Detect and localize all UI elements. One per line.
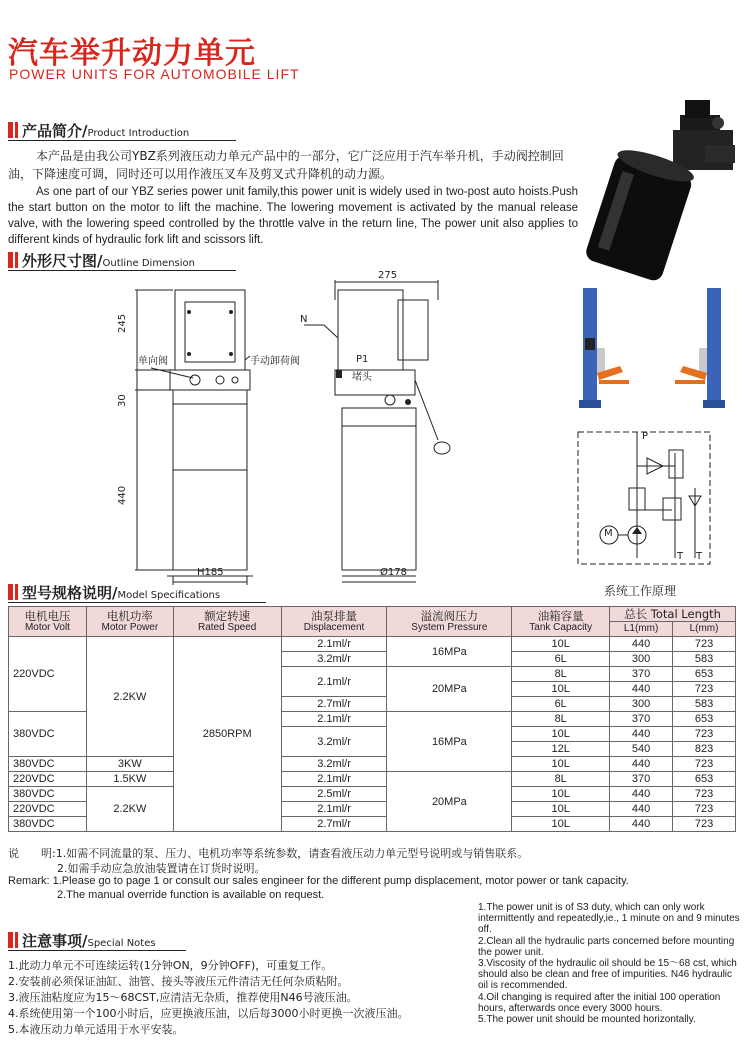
cell-l: 583: [673, 697, 736, 712]
two-post-lift-photo: [575, 288, 735, 413]
list-item: 1.The power unit is of S3 duty, which can only work intermittently and repeatedly,ie., 1 minute on and 9 minutes off.: [478, 902, 740, 936]
cell-disp: 2.7ml/r: [281, 697, 387, 712]
intro-paragraph-cn: 本产品是由我公司YBZ系列液压动力单元产品中的一部分，它广泛应用于汽车举升机，手动阀控制回油，下降速度可调，同时还可以用作液压叉车及剪叉式升降机的动力源。: [8, 149, 564, 181]
schematic-t2-label: T: [696, 551, 703, 562]
page-title-cn: 汽车举升动力单元: [8, 36, 256, 71]
list-item: 1.此动力单元不可连续运转(1分钟ON，9分钟OFF)，可重复工作。: [8, 959, 333, 972]
schematic-m-label: M: [604, 528, 613, 539]
cell-l: 723: [673, 787, 736, 802]
cell-l1: 440: [610, 787, 673, 802]
section-underline: [8, 602, 266, 603]
section-marker: [15, 252, 18, 268]
cell-volt: 380VDC: [9, 787, 87, 802]
side-view-drawing: [290, 280, 460, 590]
remark-en-label: Remark:: [8, 875, 50, 887]
cell-l: 823: [673, 742, 736, 757]
cell-tank: 10L: [512, 802, 610, 817]
cell-tank: 8L: [512, 772, 610, 787]
cell-volt: 220VDC: [9, 802, 87, 817]
cell-l1: 440: [610, 802, 673, 817]
section-notes-heading: [8, 930, 188, 950]
schematic-caption: 系统工作原理: [604, 584, 677, 598]
table-row: [9, 787, 736, 802]
table-row: [9, 637, 736, 652]
cell-power: 1.5KW: [86, 772, 173, 787]
cell-l: 583: [673, 652, 736, 667]
front-view-drawing: [105, 280, 275, 590]
section-underline: [8, 270, 236, 271]
north-mark-label: N: [300, 314, 308, 325]
cell-l: 653: [673, 712, 736, 727]
list-item: 4.系统使用第一个100小时后，应更换液压油，以后每3000小时更换一次液压油。: [8, 1007, 409, 1020]
dim-275-label: 275: [378, 270, 398, 281]
cell-l1: 370: [610, 772, 673, 787]
cell-l: 723: [673, 637, 736, 652]
page-title-en: POWER UNITS FOR AUTOMOBILE LIFT: [9, 66, 300, 82]
section-marker: [15, 584, 18, 600]
col-header-length: 总长 Total Length: [610, 607, 736, 622]
cell-volt: 380VDC: [9, 757, 87, 772]
cell-disp: 3.2ml/r: [281, 757, 387, 772]
cell-l: 723: [673, 817, 736, 832]
cell-disp: 2.5ml/r: [281, 787, 387, 802]
cell-l: 723: [673, 802, 736, 817]
dimension-heading-en: Outline Dimension: [102, 258, 195, 269]
check-valve-label: 单向阀: [138, 356, 168, 367]
remark-en: [8, 874, 743, 888]
col-header-volt: 电机电压 Motor Volt: [9, 607, 87, 637]
dim-178-label: Ø178: [380, 567, 407, 578]
table-row: [9, 757, 736, 772]
cell-pressure: 20MPa: [387, 772, 512, 832]
cell-power: 3KW: [86, 757, 173, 772]
section-intro-heading: [8, 120, 238, 140]
port-p1-label: P1: [356, 354, 369, 365]
cell-tank: 10L: [512, 787, 610, 802]
cell-disp: 2.1ml/r: [281, 772, 387, 787]
list-item: 2.安装前必须保证油缸、油管、接头等液压元件清洁无任何杂质粘附。: [8, 975, 349, 988]
cell-disp: 3.2ml/r: [281, 727, 387, 757]
cell-l1: 300: [610, 697, 673, 712]
col-header-l1: L1(mm): [610, 622, 673, 637]
cell-disp: 2.7ml/r: [281, 817, 387, 832]
col-header-l: L(mm): [673, 622, 736, 637]
cell-l1: 440: [610, 682, 673, 697]
cell-pressure: 20MPa: [387, 667, 512, 712]
cell-l: 653: [673, 772, 736, 787]
cell-tank: 8L: [512, 667, 610, 682]
cell-tank: 6L: [512, 697, 610, 712]
cell-l1: 440: [610, 727, 673, 742]
cell-disp: 2.1ml/r: [281, 637, 387, 652]
cell-l: 723: [673, 757, 736, 772]
dim-440-label: 440: [117, 485, 128, 505]
cell-tank: 10L: [512, 727, 610, 742]
section-spec-heading: [8, 582, 268, 602]
section-dimension-heading: [8, 250, 238, 270]
col-header-speed: 额定转速 Rated Speed: [173, 607, 281, 637]
notes-heading-cn: 注意事项/: [22, 932, 88, 950]
cell-l1: 540: [610, 742, 673, 757]
remark-cn-label: 说 明:: [8, 847, 56, 860]
cell-l1: 370: [610, 712, 673, 727]
notes-en-list: [478, 902, 740, 1025]
cell-disp: 3.2ml/r: [281, 652, 387, 667]
remark-cn-2: 2.如需手动应急放油装置请在订货时说明。: [57, 862, 266, 875]
cell-tank: 10L: [512, 682, 610, 697]
cell-l: 723: [673, 727, 736, 742]
section-underline: [8, 140, 236, 141]
cell-l1: 440: [610, 817, 673, 832]
remark-cn-1: 1.如需不同流量的泵、压力、电机功率等系统参数，请查看液压动力单元型号说明或与销售联系。: [55, 847, 529, 860]
schematic-t1-label: T: [677, 551, 684, 562]
cell-tank: 10L: [512, 757, 610, 772]
list-item: 5.The power unit should be mounted horizontally.: [478, 1014, 696, 1026]
col-header-pressure: 溢流阀压力 System Pressure: [387, 607, 512, 637]
cell-disp: 2.1ml/r: [281, 667, 387, 697]
cell-l: 723: [673, 682, 736, 697]
dimension-heading-cn: 外形尺寸图/: [22, 252, 103, 270]
section-marker: [8, 122, 13, 138]
cell-disp: 2.1ml/r: [281, 802, 387, 817]
spec-heading-cn: 型号规格说明/: [22, 584, 118, 602]
schematic-p-label: P: [642, 431, 649, 442]
spec-table: [8, 606, 736, 832]
manual-valve-label: 手动卸荷阀: [250, 356, 300, 367]
section-marker: [8, 932, 13, 948]
cell-tank: 10L: [512, 817, 610, 832]
cell-l: 653: [673, 667, 736, 682]
cell-volt: 220VDC: [9, 637, 87, 712]
cell-l1: 440: [610, 757, 673, 772]
cell-tank: 8L: [512, 712, 610, 727]
cell-power: 2.2KW: [86, 787, 173, 832]
col-header-tank: 油箱容量 Tank Capacity: [512, 607, 610, 637]
cell-pressure: 16MPa: [387, 637, 512, 667]
list-item: 3.液压油粘度应为15～68CST,应清洁无杂质，推荐使用N46号液压油。: [8, 991, 358, 1004]
remark-cn: [8, 846, 738, 862]
col-header-power: 电机功率 Motor Power: [86, 607, 173, 637]
power-unit-photo: [585, 95, 745, 285]
intro-heading-cn: 产品简介/: [22, 122, 88, 140]
cell-l1: 440: [610, 637, 673, 652]
notes-cn-list: [8, 958, 458, 1038]
cell-tank: 6L: [512, 652, 610, 667]
list-item: 5.本液压动力单元适用于水平安装。: [8, 1023, 184, 1036]
cell-tank: 10L: [512, 637, 610, 652]
col-header-displacement: 油泵排量 Displacement: [281, 607, 387, 637]
intro-paragraph-en: As one part of our YBZ series power unit family,this power unit is widely used in two-post auto hoists.Push the start button on the motor to lift the machine. The lowering movement is activated by the manual release valve, with the lowering speed controlled by the throttle valve in the return line, The power unit also applies to different kinds of hydraulic fork lift and scissors lift.: [8, 186, 578, 246]
cell-l1: 300: [610, 652, 673, 667]
cell-volt: 380VDC: [9, 712, 87, 757]
cell-tank: 12L: [512, 742, 610, 757]
table-row: [9, 772, 736, 787]
dim-h185-label: H185: [197, 567, 224, 578]
list-item: 2.Clean all the hydraulic parts concerned before mounting the power unit.: [478, 935, 735, 958]
section-marker: [15, 932, 18, 948]
cell-volt: 380VDC: [9, 817, 87, 832]
dim-30-label: 30: [117, 394, 128, 407]
hydraulic-schematic: [575, 428, 713, 568]
plug-label: 堵头: [352, 372, 372, 383]
cell-speed: 2850RPM: [173, 637, 281, 832]
spec-heading-en: Model Specifications: [117, 590, 221, 601]
remark-en-1: 1.Please go to page 1 or consult our sales engineer for the different pump displacement, motor power or tank capacity.: [52, 875, 629, 887]
notes-heading-en: Special Notes: [87, 938, 156, 949]
section-marker: [8, 252, 13, 268]
cell-disp: 2.1ml/r: [281, 712, 387, 727]
list-item: 3.Viscosity of the hydraulic oil should be 15～68 cst, which should also be clean and free of impurities. N46 hydraulic oil is recommended.: [478, 958, 737, 992]
list-item: 4.Oil changing is required after the initial 100 operation hours, afterwards once every 3000 hours.: [478, 991, 721, 1014]
cell-pressure: 16MPa: [387, 712, 512, 772]
intro-heading-en: Product Introduction: [87, 128, 190, 139]
dim-245-label: 245: [117, 313, 128, 333]
remark-en-2: 2.The manual override function is available on request.: [57, 889, 325, 901]
cell-power: 2.2KW: [86, 637, 173, 757]
section-marker: [15, 122, 18, 138]
section-underline: [8, 950, 186, 951]
section-marker: [8, 584, 13, 600]
cell-volt: 220VDC: [9, 772, 87, 787]
cell-l1: 370: [610, 667, 673, 682]
